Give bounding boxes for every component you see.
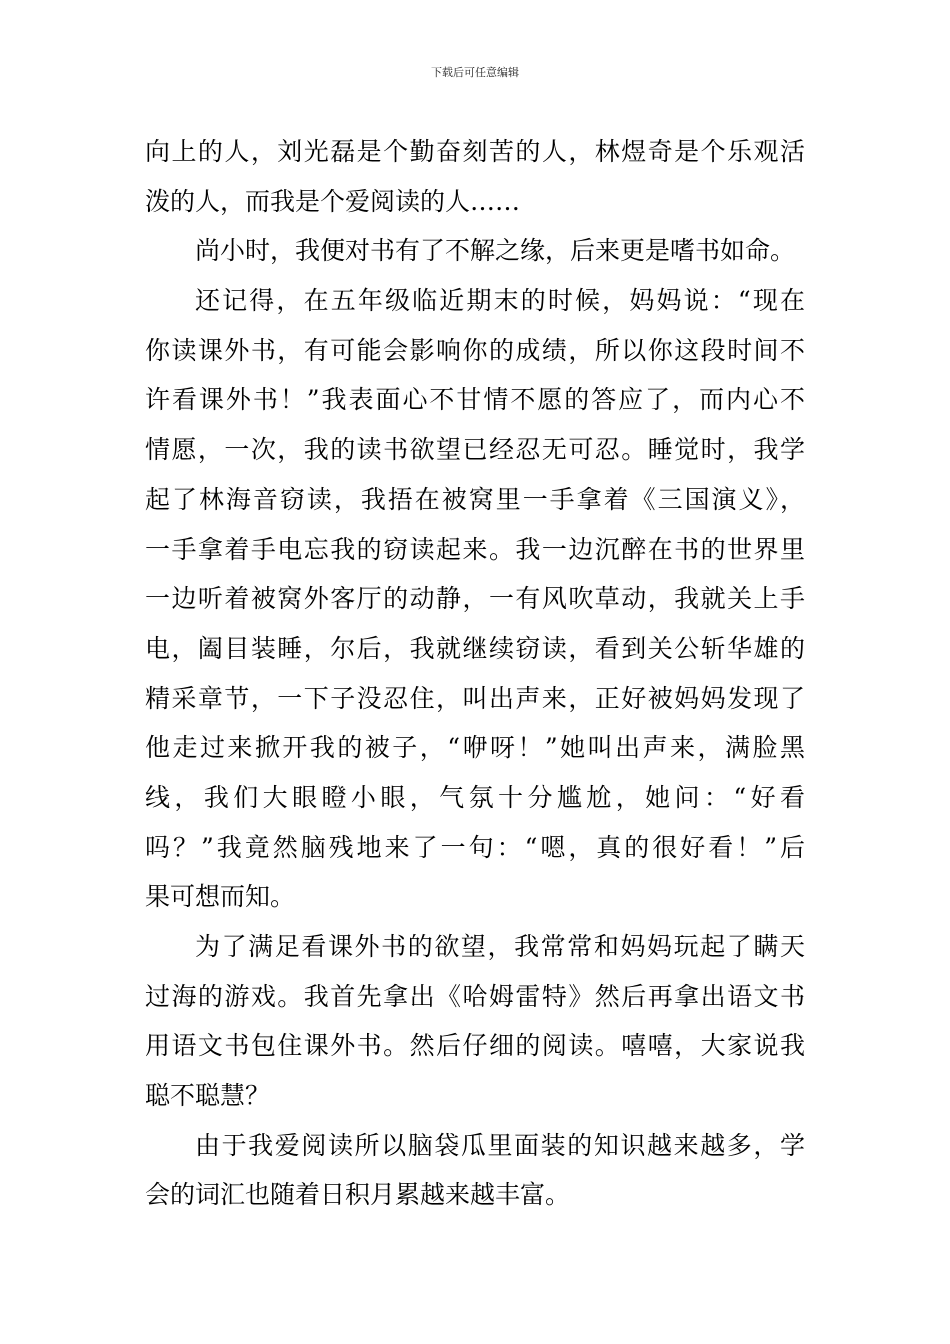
text-line: 为了满足看课外书的欲望，我常常和妈妈玩起了瞒天 <box>195 932 805 961</box>
text-line: 他走过来掀开我的被子，“咿呀！”她叫出声来，满脸黑 <box>145 733 805 763</box>
text-line: 果可想而知。 <box>145 882 296 912</box>
text-line: 情愿，一次，我的读书欲望已经忍无可忍。睡觉时，我学 <box>145 435 805 465</box>
text-line: 精采章节，一下子没忍住，叫出声来，正好被妈妈发现了 <box>145 683 805 713</box>
text-line: 一手拿着手电忘我的窃读起来。我一边沉醉在书的世界里 <box>145 534 805 564</box>
text-line: 吗？”我竟然脑残地来了一句：“嗯，真的很好看！”后 <box>145 832 805 862</box>
text-line: 泼的人，而我是个爱阅读的人…… <box>145 186 521 216</box>
paragraph <box>145 276 805 922</box>
text-line: 起了林海音窃读，我捂在被窝里一手拿着《三国演义》， <box>145 484 805 514</box>
text-line: 一边听着被窝外客厅的动静，一有风吹草动，我就关上手 <box>145 584 805 614</box>
paragraph <box>145 1121 805 1220</box>
page-header: 下载后可任意编辑 <box>431 66 519 79</box>
text-line: 还记得，在五年级临近期末的时候，妈妈说：“现在 <box>195 286 805 316</box>
text-line: 电，阖目装睡，尔后，我就继续窃读，看到关公斩华雄的 <box>145 633 805 663</box>
text-line: 会的词汇也随着日积月累越来越丰富。 <box>145 1180 571 1210</box>
paragraph <box>145 127 805 226</box>
paragraph <box>145 226 805 276</box>
text-line: 过海的游戏。我首先拿出《哈姆雷特》然后再拿出语文书 <box>145 981 805 1011</box>
text-line: 聪不聪慧？ <box>145 1081 271 1111</box>
text-line: 由于我爱阅读所以脑袋瓜里面装的知识越来越多，学 <box>195 1130 805 1160</box>
paragraph <box>145 922 805 1121</box>
document-body <box>145 127 805 1220</box>
text-line: 尚小时，我便对书有了不解之缘，后来更是嗜书如命。 <box>195 236 796 266</box>
text-line: 向上的人，刘光磊是个勤奋刻苦的人，林煜奇是个乐观活 <box>145 137 805 166</box>
text-line: 许看课外书！”我表面心不甘情不愿的答应了，而内心不 <box>145 385 805 415</box>
text-line: 线，我们大眼瞪小眼，气氛十分尴尬，她问：“好看 <box>145 782 805 812</box>
text-line: 用语文书包住课外书。然后仔细的阅读。嘻嘻，大家说我 <box>145 1031 805 1061</box>
text-line: 你读课外书，有可能会影响你的成绩，所以你这段时间不 <box>145 335 805 365</box>
